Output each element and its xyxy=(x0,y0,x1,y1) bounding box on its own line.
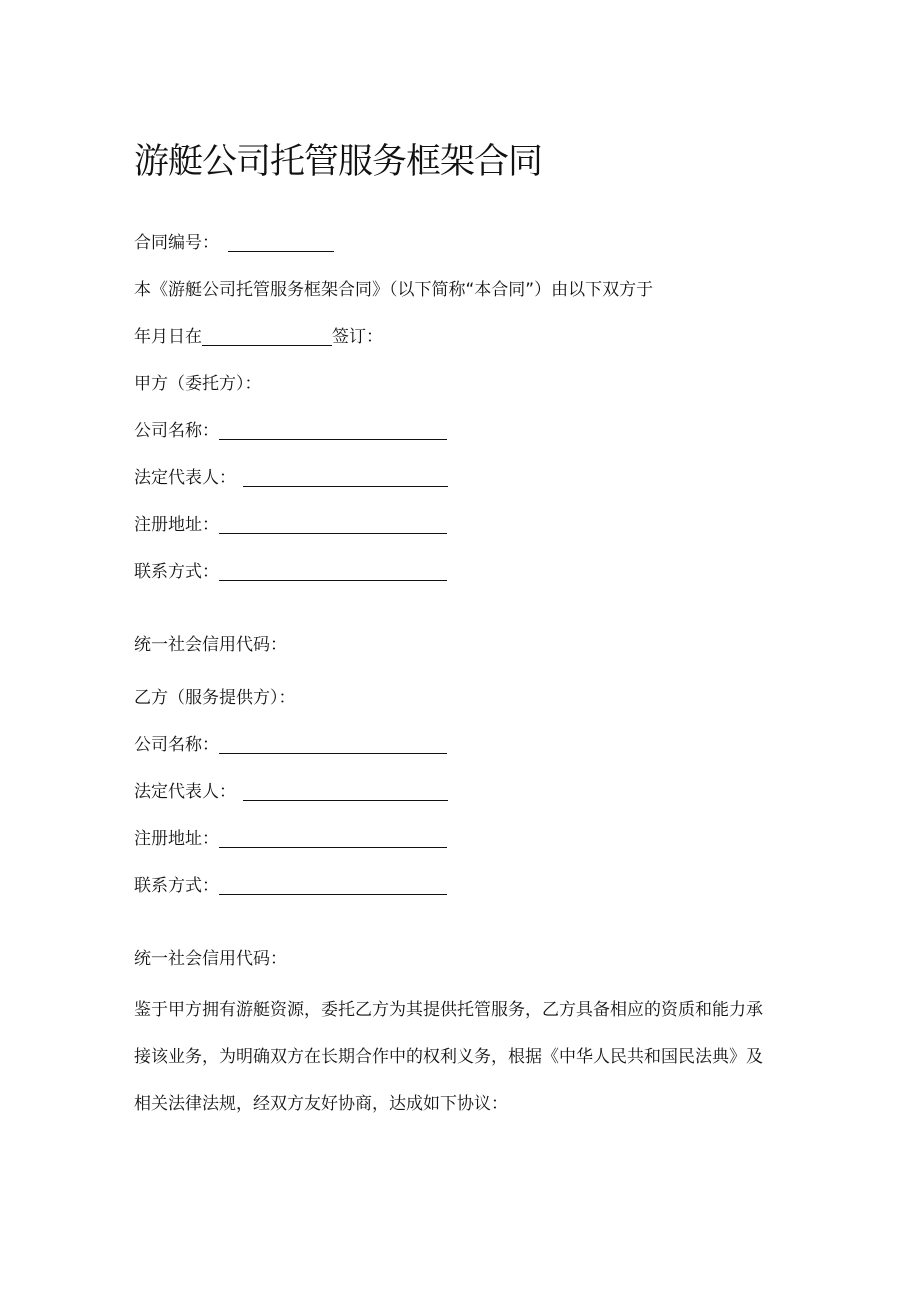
signing-suffix: 签订： xyxy=(332,327,383,347)
intro-line-1: 本《游艇公司托管服务框架合同》（以下简称“本合同”）由以下双方于 xyxy=(134,280,654,300)
party-a-company-line xyxy=(134,419,447,443)
party-b-heading: 乙方（服务提供方）： xyxy=(134,688,296,708)
recital-line: 接该业务，为明确双方在长期合作中的权利义务，根据《中华人民共和国民法典》及 xyxy=(134,1047,763,1067)
party-a-heading: 甲方（委托方）： xyxy=(134,374,262,394)
party-b-address-blank xyxy=(219,829,447,848)
party-a-address-label: 注册地址： xyxy=(134,515,219,535)
party-a-rep-label: 法定代表人： xyxy=(134,468,236,488)
party-b-contact-blank xyxy=(219,876,447,895)
party-b-credit-code: 统一社会信用代码： xyxy=(134,949,287,969)
party-b-company-label: 公司名称： xyxy=(134,735,219,755)
party-b-rep-line xyxy=(134,780,448,804)
intro-line-2 xyxy=(134,325,383,349)
party-a-contact-blank xyxy=(219,562,447,581)
contract-number-blank xyxy=(228,233,334,252)
recital-line: 相关法律法规，经双方友好协商，达成如下协议： xyxy=(134,1094,508,1114)
contract-number-line xyxy=(134,231,334,255)
signing-date-label: 年月日在 xyxy=(134,327,202,347)
party-a-address-blank xyxy=(219,515,447,534)
party-b-address-line xyxy=(134,827,447,851)
party-a-rep-blank xyxy=(243,468,448,487)
party-a-address-line xyxy=(134,513,447,537)
contract-number-label: 合同编号： xyxy=(134,233,219,253)
recital-line: 鉴于甲方拥有游艇资源，委托乙方为其提供托管服务，乙方具备相应的资质和能力承 xyxy=(134,1000,763,1020)
party-a-company-label: 公司名称： xyxy=(134,421,219,441)
document-title: 游艇公司托管服务框架合同 xyxy=(134,142,543,182)
party-b-address-label: 注册地址： xyxy=(134,829,219,849)
party-b-company-blank xyxy=(219,735,447,754)
party-a-contact-line xyxy=(134,560,447,584)
party-a-rep-line xyxy=(134,466,448,490)
recital-paragraph xyxy=(134,987,774,1128)
party-a-credit-code: 统一社会信用代码： xyxy=(134,635,287,655)
party-b-rep-blank xyxy=(243,782,448,801)
party-a-contact-label: 联系方式： xyxy=(134,562,219,582)
party-a-company-blank xyxy=(219,421,447,440)
party-b-contact-label: 联系方式： xyxy=(134,876,219,896)
party-b-rep-label: 法定代表人： xyxy=(134,782,236,802)
party-b-contact-line xyxy=(134,874,447,898)
signing-place-blank xyxy=(202,327,332,346)
party-b-company-line xyxy=(134,733,447,757)
